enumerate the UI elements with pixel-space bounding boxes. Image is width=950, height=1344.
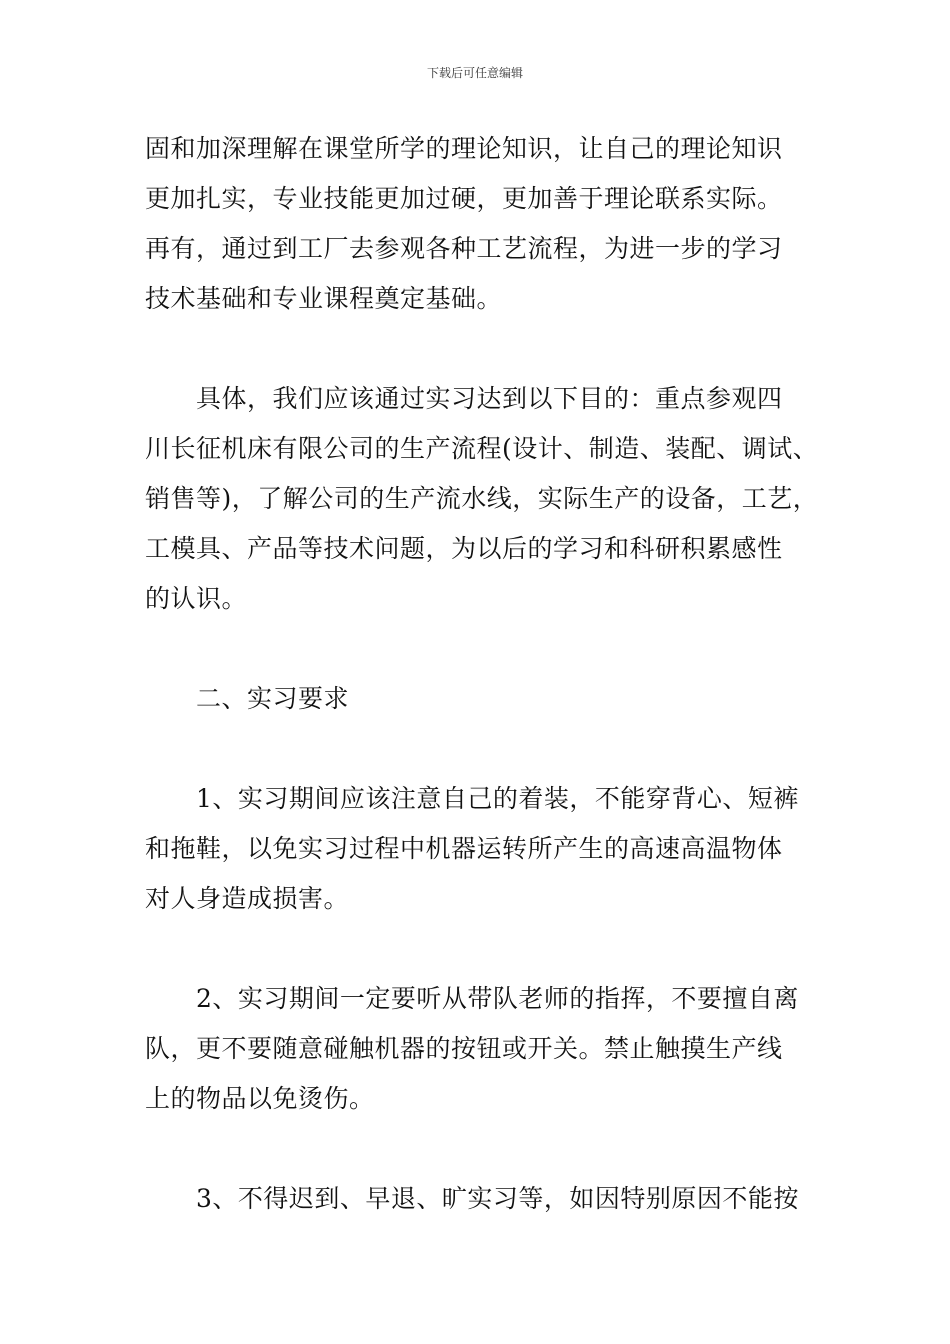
paragraph xyxy=(145,124,820,324)
text-line: 二、实习要求 xyxy=(145,684,350,713)
text-line: 销售等)，了解公司的生产流水线，实际生产的设备，工艺， xyxy=(145,484,819,513)
text-line: 技术基础和专业课程奠定基础。 xyxy=(145,284,503,313)
text-line: 工模具、产品等技术问题，为以后的学习和科研积累感性 xyxy=(145,534,783,563)
paragraph xyxy=(145,774,820,924)
paragraph-gap xyxy=(145,724,820,774)
text-line: 对人身造成损害。 xyxy=(145,884,350,913)
text-line: 1、实习期间应该注意自己的着装，不能穿背心、短裤 xyxy=(145,784,799,813)
text-line: 和拖鞋，以免实习过程中机器运转所产生的高速高温物体 xyxy=(145,834,783,863)
paragraph-gap xyxy=(145,324,820,374)
text-line: 队，更不要随意碰触机器的按钮或开关。禁止触摸生产线 xyxy=(145,1034,783,1063)
text-line: 固和加深理解在课堂所学的理论知识，让自己的理论知识 xyxy=(145,134,783,163)
paragraph-gap xyxy=(145,924,820,974)
text-line: 再有，通过到工厂去参观各种工艺流程，为进一步的学习 xyxy=(145,234,783,263)
section-heading xyxy=(145,674,820,724)
document-body xyxy=(145,124,820,1224)
paragraph xyxy=(145,374,820,624)
text-line: 具体，我们应该通过实习达到以下目的：重点参观四 xyxy=(145,384,783,413)
text-line: 川长征机床有限公司的生产流程(设计、制造、装配、调试、 xyxy=(145,434,819,463)
text-line: 3、不得迟到、早退、旷实习等，如因特别原因不能按 xyxy=(145,1184,799,1213)
text-line: 上的物品以免烫伤。 xyxy=(145,1084,375,1113)
paragraph-gap xyxy=(145,1124,820,1174)
paragraph xyxy=(145,1174,820,1224)
paragraph xyxy=(145,974,820,1124)
text-line: 的认识。 xyxy=(145,584,248,613)
paragraph-gap xyxy=(145,624,820,674)
text-line: 2、实习期间一定要听从带队老师的指挥，不要擅自离 xyxy=(145,984,799,1013)
text-line: 更加扎实，专业技能更加过硬，更加善于理论联系实际。 xyxy=(145,184,783,213)
page-header: 下载后可任意编辑 xyxy=(426,66,523,80)
